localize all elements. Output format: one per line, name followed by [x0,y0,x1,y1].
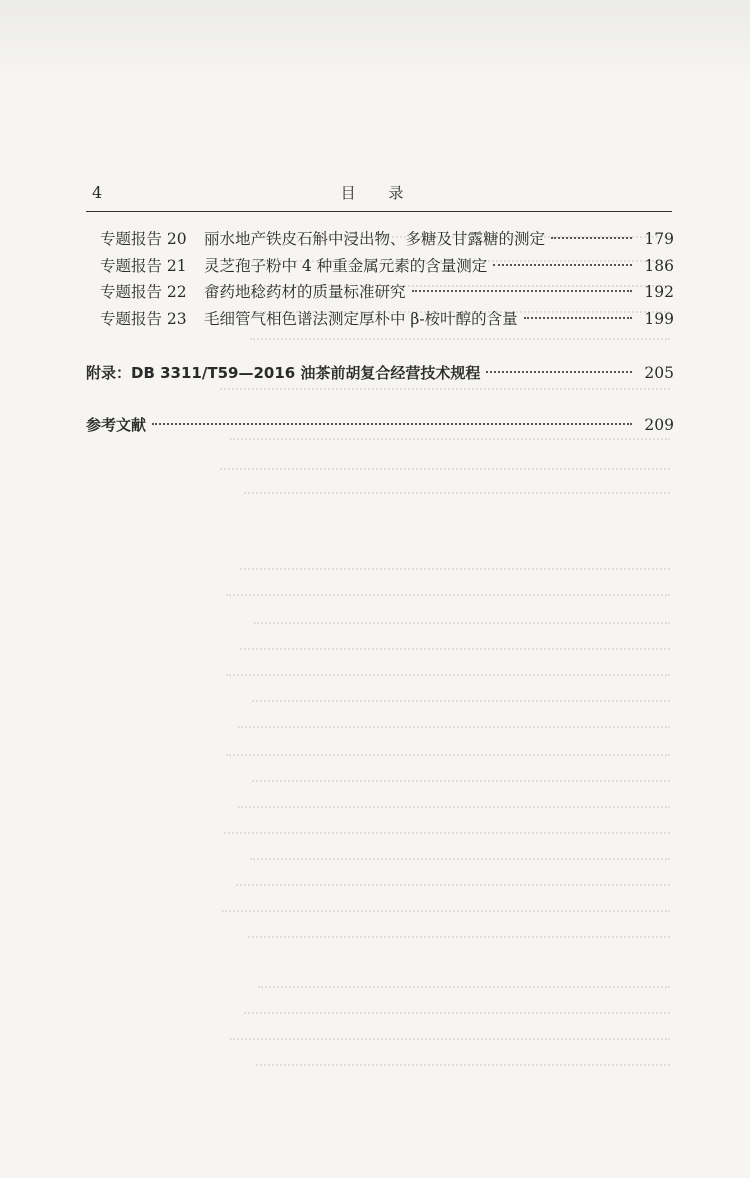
show-through-line [240,648,670,650]
toc-entry-report-22[interactable] [86,279,674,306]
page-number: 4 [92,183,103,202]
scan-top-shadow [0,0,750,78]
toc-entry-title: 毛细管气相色谱法测定厚朴中 β-桉叶醇的含量 [204,309,518,328]
spacer [86,387,674,412]
show-through-line [226,754,670,756]
show-through-line [258,986,670,988]
toc-entry-appendix[interactable] [86,360,674,387]
toc-entry-title: 参考文献 [86,415,147,434]
dot-leader [412,290,632,292]
show-through-line [226,594,670,596]
show-through-line [250,858,670,860]
show-through-line [238,726,670,728]
show-through-line [256,1064,670,1066]
running-head: 目 录 [340,184,418,202]
show-through-line [230,1038,670,1040]
show-through-line [220,468,670,470]
toc-entry-prefix: 专题报告 20 [100,230,187,248]
dot-leader [486,371,632,373]
show-through-line [244,1012,670,1014]
show-through-line [252,780,670,782]
spacer [86,332,674,360]
toc-entry-report-21[interactable] [86,253,674,280]
toc-entry-references[interactable] [86,412,674,439]
toc-entry-prefix: 专题报告 23 [100,309,187,328]
toc-entry-title: 灵芝孢子粉中 4 种重金属元素的含量测定 [204,256,488,275]
dot-leader [524,317,632,319]
table-of-contents [86,226,674,438]
show-through-line [244,492,670,494]
show-through-line [252,700,670,702]
show-through-line [238,806,670,808]
dot-leader [152,423,632,425]
toc-entry-page: 192 [644,283,674,301]
show-through-line [222,910,670,912]
toc-entry-report-20[interactable] [86,226,674,253]
toc-entry-title: 丽水地产铁皮石斛中浸出物、多糖及甘露糖的测定 [204,230,546,248]
show-through-line [236,884,670,886]
toc-entry-page: 199 [644,309,674,328]
toc-entry-page: 209 [644,415,674,434]
show-through-line [254,622,670,624]
show-through-line [226,674,670,676]
toc-entry-title: 附录：DB 3311/T59—2016 油茶前胡复合经营技术规程 [86,364,481,382]
toc-entry-prefix: 专题报告 22 [100,283,187,301]
toc-entry-page: 186 [644,256,674,275]
show-through-line [248,936,670,938]
page-header [86,183,672,212]
show-through-line [240,568,670,570]
toc-entry-page: 179 [644,230,674,248]
dot-leader [493,264,632,266]
show-through-line [230,438,670,440]
dot-leader [551,237,632,239]
show-through-line [224,832,670,834]
toc-entry-page: 205 [644,364,674,382]
toc-entry-title: 畲药地稔药材的质量标准研究 [204,283,406,301]
toc-entry-report-23[interactable] [86,306,674,333]
toc-entry-prefix: 专题报告 21 [100,256,187,275]
